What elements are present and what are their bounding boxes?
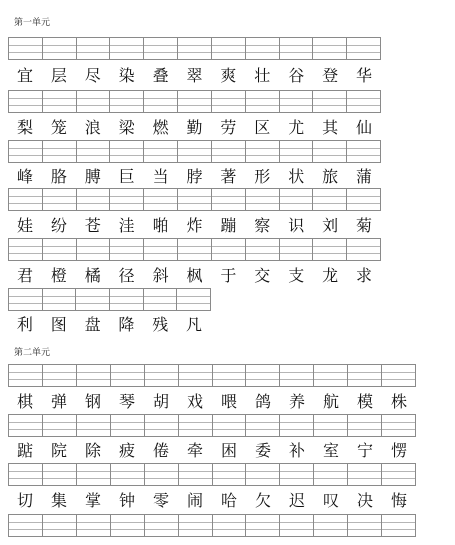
character: 残 — [152, 315, 169, 334]
character: 愣 — [390, 441, 407, 460]
character: 勤 — [186, 118, 203, 137]
character: 决 — [356, 491, 373, 510]
character: 斜 — [152, 266, 169, 285]
character: 养 — [288, 392, 305, 411]
character: 识 — [288, 216, 305, 235]
character: 膊 — [84, 167, 101, 186]
character: 支 — [288, 266, 305, 285]
character: 宜 — [16, 66, 33, 85]
character: 戏 — [186, 392, 203, 411]
character: 宁 — [356, 441, 373, 460]
character: 于 — [220, 266, 237, 285]
character: 掌 — [84, 491, 101, 510]
character: 染 — [118, 66, 135, 85]
character: 利 — [16, 315, 33, 334]
character: 梨 — [16, 118, 33, 137]
character: 君 — [16, 266, 33, 285]
character: 龙 — [322, 266, 339, 285]
character: 盘 — [84, 315, 101, 334]
unit-2-title: 第二单元 — [14, 348, 51, 358]
writing-grid-row — [8, 288, 211, 311]
character: 模 — [356, 392, 373, 411]
character: 欠 — [254, 491, 271, 510]
character: 集 — [50, 491, 67, 510]
character: 胡 — [152, 392, 169, 411]
character: 啪 — [152, 216, 169, 235]
writing-grid-row — [8, 463, 416, 486]
character: 蹦 — [220, 216, 237, 235]
character: 钟 — [118, 491, 135, 510]
writing-grid-row — [8, 140, 381, 163]
character: 委 — [254, 441, 271, 460]
character-row — [8, 63, 381, 89]
character-row — [8, 263, 381, 289]
character: 踮 — [16, 441, 33, 460]
writing-grid-row — [8, 37, 381, 60]
character: 形 — [254, 167, 271, 186]
character: 翠 — [186, 66, 203, 85]
character: 区 — [254, 118, 271, 137]
character: 仙 — [356, 118, 373, 137]
character: 鸽 — [254, 392, 271, 411]
character: 牵 — [186, 441, 203, 460]
character: 零 — [152, 491, 169, 510]
character: 梁 — [118, 118, 135, 137]
character: 除 — [84, 441, 101, 460]
character: 脖 — [186, 167, 203, 186]
character: 燃 — [152, 118, 169, 137]
character-row — [8, 115, 381, 141]
character: 著 — [220, 167, 237, 186]
character: 苍 — [84, 216, 101, 235]
character-row — [8, 438, 416, 464]
character: 胳 — [50, 167, 67, 186]
writing-grid-row — [8, 414, 416, 437]
writing-grid-row — [8, 90, 381, 113]
character: 枫 — [186, 266, 203, 285]
character: 钢 — [84, 392, 101, 411]
character: 察 — [254, 216, 271, 235]
character: 降 — [118, 315, 135, 334]
writing-grid-row — [8, 188, 381, 211]
character: 炸 — [186, 216, 203, 235]
character: 尽 — [84, 66, 101, 85]
character: 其 — [322, 118, 339, 137]
character-row — [8, 213, 381, 239]
character: 浪 — [84, 118, 101, 137]
character: 倦 — [152, 441, 169, 460]
character: 橘 — [84, 266, 101, 285]
character: 闹 — [186, 491, 203, 510]
character: 困 — [220, 441, 237, 460]
character: 劳 — [220, 118, 237, 137]
character: 院 — [50, 441, 67, 460]
character: 尤 — [288, 118, 305, 137]
character: 谷 — [288, 66, 305, 85]
character: 华 — [356, 66, 373, 85]
character: 状 — [288, 167, 305, 186]
character: 图 — [50, 315, 67, 334]
character: 航 — [322, 392, 339, 411]
character: 叹 — [322, 491, 339, 510]
character: 迟 — [288, 491, 305, 510]
character-row — [8, 164, 381, 190]
character: 琴 — [118, 392, 135, 411]
character: 爽 — [220, 66, 237, 85]
character-row — [8, 389, 416, 415]
character-row — [8, 488, 416, 514]
character: 喂 — [220, 392, 237, 411]
character: 疲 — [118, 441, 135, 460]
character-row — [8, 312, 211, 338]
character: 刘 — [322, 216, 339, 235]
unit-1-title: 第一单元 — [14, 18, 51, 28]
character: 菊 — [356, 216, 373, 235]
character: 交 — [254, 266, 271, 285]
character: 哈 — [220, 491, 237, 510]
writing-grid-row — [8, 238, 381, 261]
character: 株 — [390, 392, 407, 411]
character: 笼 — [50, 118, 67, 137]
character: 补 — [288, 441, 305, 460]
character: 壮 — [254, 66, 271, 85]
character: 凡 — [186, 315, 203, 334]
character: 叠 — [152, 66, 169, 85]
character: 悔 — [390, 491, 407, 510]
character: 巨 — [118, 167, 135, 186]
character: 求 — [356, 266, 373, 285]
character: 室 — [322, 441, 339, 460]
character: 径 — [118, 266, 135, 285]
character: 当 — [152, 167, 169, 186]
character: 登 — [322, 66, 339, 85]
character: 娃 — [16, 216, 33, 235]
character: 切 — [16, 491, 33, 510]
writing-grid-row — [8, 364, 416, 387]
character: 洼 — [118, 216, 135, 235]
character: 纷 — [50, 216, 67, 235]
character: 蒲 — [356, 167, 373, 186]
character: 棋 — [16, 392, 33, 411]
character: 橙 — [50, 266, 67, 285]
writing-grid-row — [8, 514, 416, 537]
character: 旅 — [322, 167, 339, 186]
character: 弹 — [50, 392, 67, 411]
character: 层 — [50, 66, 67, 85]
character: 峰 — [16, 167, 33, 186]
